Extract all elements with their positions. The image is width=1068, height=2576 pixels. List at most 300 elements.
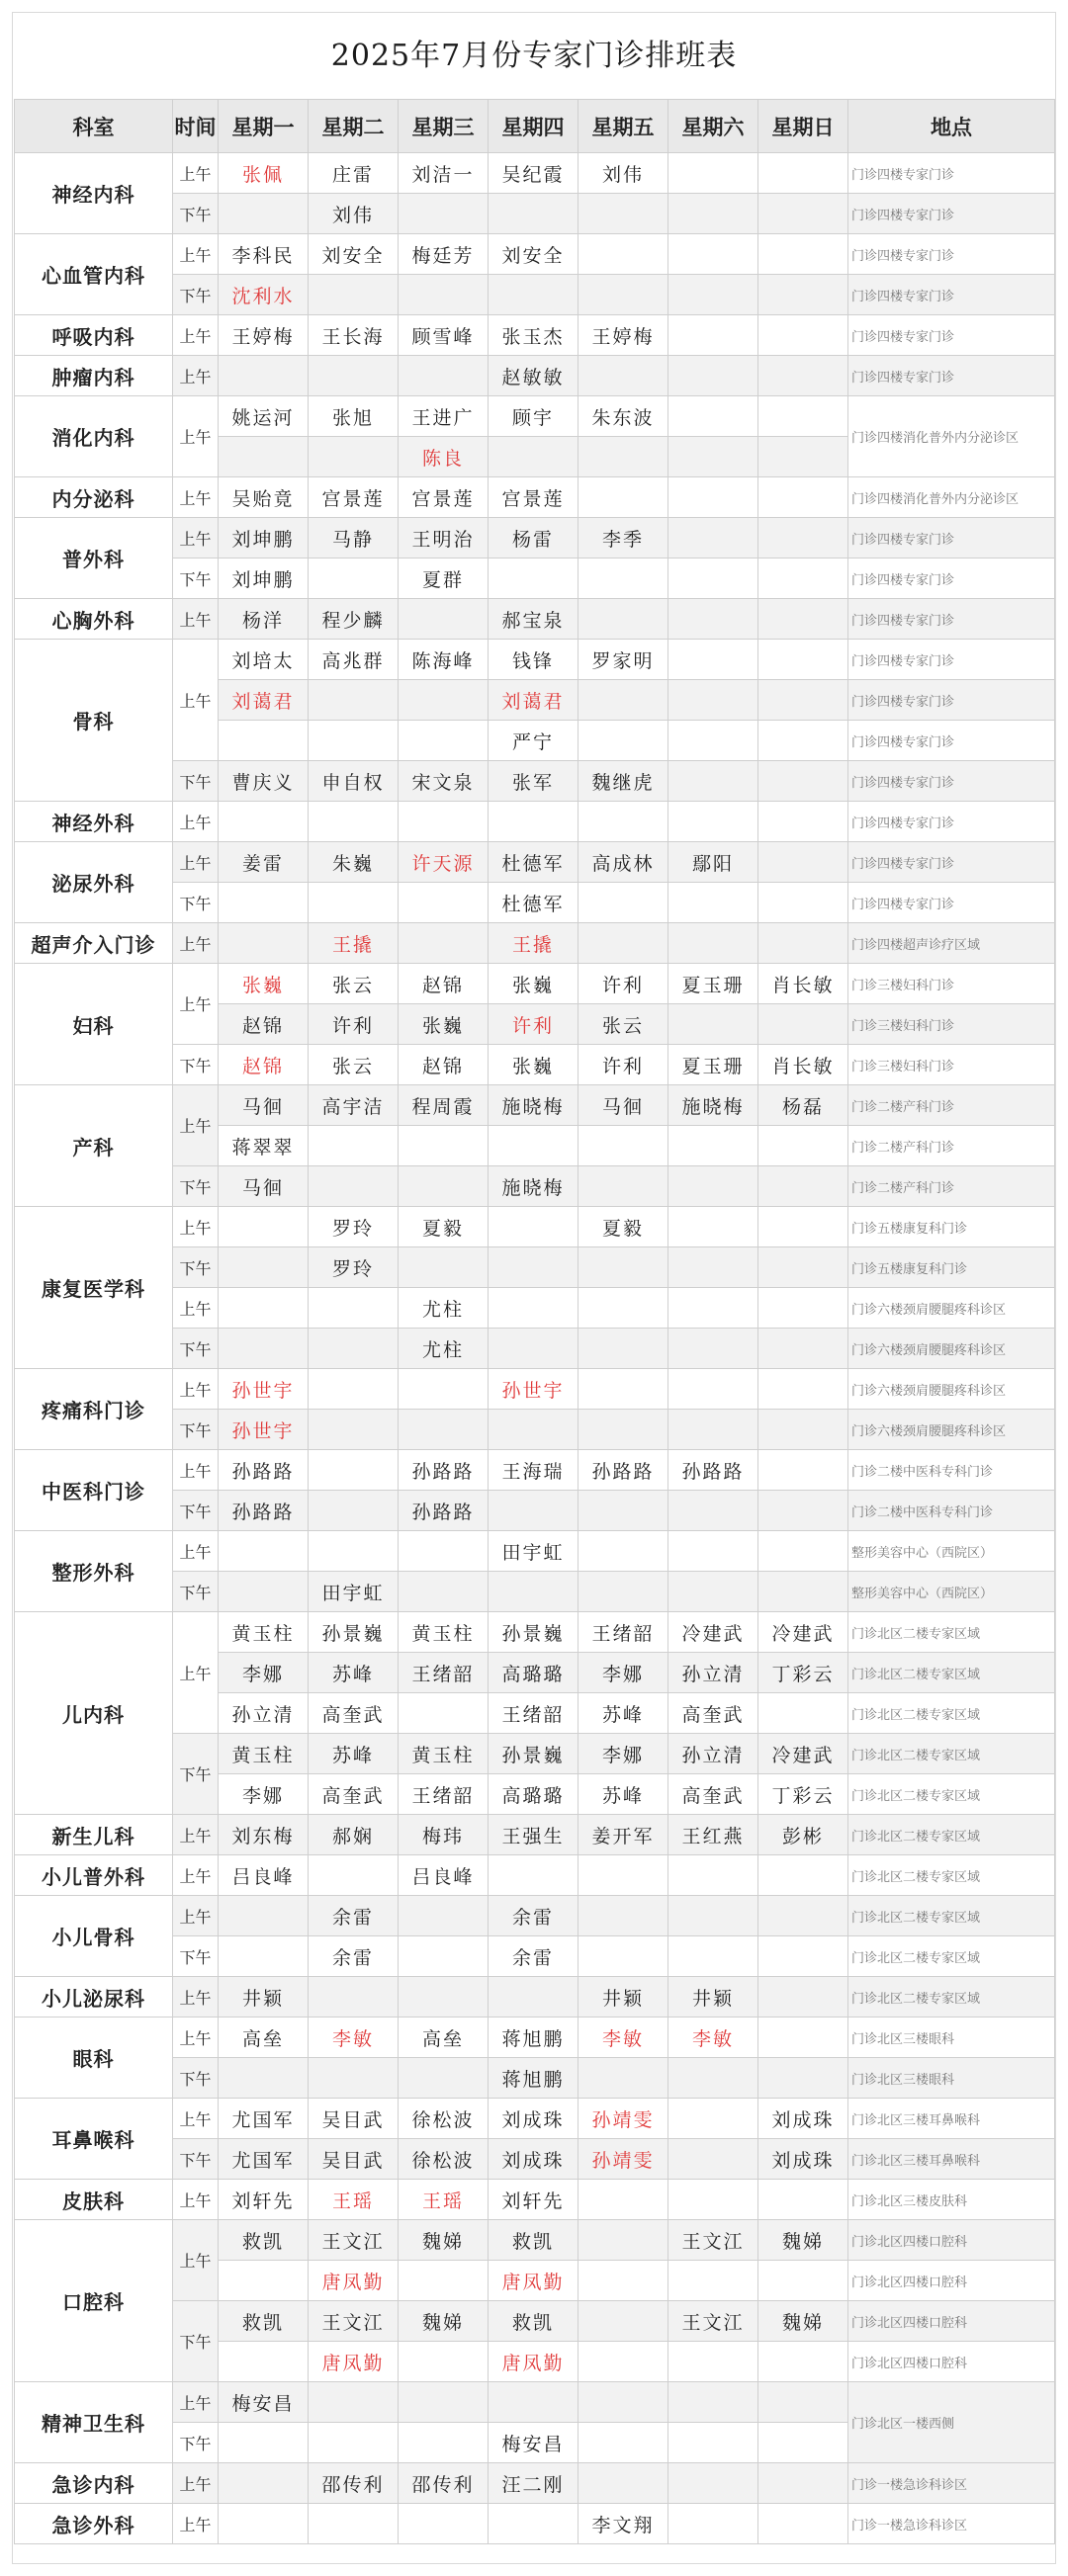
doctor-cell: 施晓梅 (489, 1166, 578, 1207)
doctor-cell: 尤国军 (219, 2139, 309, 2180)
location-cell: 门诊北区三楼眼科 (848, 2018, 1055, 2058)
location-cell: 门诊四楼专家门诊 (848, 640, 1055, 680)
doctor-cell: 罗家明 (578, 640, 668, 680)
doctor-cell: 郝宝泉 (489, 599, 578, 640)
doctor-cell (399, 1693, 489, 1734)
location-cell: 整形美容中心（西院区） (848, 1531, 1055, 1572)
header-time: 时间 (173, 100, 219, 153)
doctor-cell (309, 1166, 399, 1207)
department-cell: 肿瘤内科 (15, 356, 173, 396)
doctor-cell (578, 721, 668, 761)
doctor-cell (578, 2261, 668, 2301)
doctor-cell (758, 1693, 848, 1734)
doctor-cell: 高奎武 (309, 1774, 399, 1815)
doctor-cell (489, 1126, 578, 1166)
doctor-cell: 救凯 (489, 2220, 578, 2261)
doctor-cell: 唐凤勤 (489, 2261, 578, 2301)
doctor-cell (309, 1369, 399, 1410)
table-row (15, 802, 1055, 842)
doctor-cell: 张云 (309, 964, 399, 1004)
doctor-cell (668, 2423, 758, 2463)
doctor-cell: 唐凤勤 (309, 2261, 399, 2301)
doctor-cell: 赵锦 (399, 964, 489, 1004)
doctor-cell: 刘伟 (309, 194, 399, 234)
doctor-cell: 刘伟 (578, 153, 668, 194)
header-sat: 星期六 (668, 100, 758, 153)
doctor-cell: 高奎武 (668, 1693, 758, 1734)
session-cell: 下午 (173, 1491, 219, 1531)
doctor-cell (668, 2382, 758, 2423)
doctor-cell (668, 1247, 758, 1288)
department-cell: 耳鼻喉科 (15, 2099, 173, 2180)
doctor-cell: 陈良 (399, 437, 489, 477)
doctor-cell (219, 1207, 309, 1247)
doctor-cell: 许利 (309, 1004, 399, 1045)
doctor-cell (578, 1247, 668, 1288)
doctor-cell (668, 1207, 758, 1247)
session-cell: 上午 (173, 1977, 219, 2018)
session-cell: 上午 (173, 1855, 219, 1896)
doctor-cell: 王文江 (309, 2301, 399, 2342)
department-cell: 康复医学科 (15, 1207, 173, 1369)
session-cell: 上午 (173, 2099, 219, 2139)
doctor-cell (399, 1531, 489, 1572)
doctor-cell: 魏继虎 (578, 761, 668, 802)
doctor-cell: 姚运河 (219, 396, 309, 437)
location-cell: 门诊四楼专家门诊 (848, 680, 1055, 721)
doctor-cell (758, 1288, 848, 1329)
location-cell: 门诊二楼产科门诊 (848, 1126, 1055, 1166)
doctor-cell (219, 1247, 309, 1288)
session-cell: 上午 (173, 1085, 219, 1166)
doctor-cell: 余雷 (309, 1936, 399, 1977)
doctor-cell: 孙靖雯 (578, 2139, 668, 2180)
table-row (15, 1612, 1055, 1653)
location-cell: 门诊一楼急诊科诊区 (848, 2504, 1055, 2544)
table-row (15, 1369, 1055, 1410)
session-cell: 上午 (173, 356, 219, 396)
location-cell: 门诊二楼中医科专科门诊 (848, 1450, 1055, 1491)
session-cell: 上午 (173, 1207, 219, 1247)
doctor-cell: 马徊 (578, 1085, 668, 1126)
doctor-cell: 井颖 (668, 1977, 758, 2018)
doctor-cell (489, 1410, 578, 1450)
doctor-cell (758, 1531, 848, 1572)
doctor-cell (578, 1491, 668, 1531)
doctor-cell: 王撬 (309, 923, 399, 964)
doctor-cell: 井颖 (219, 1977, 309, 2018)
doctor-cell: 李娜 (578, 1734, 668, 1774)
doctor-cell: 罗玲 (309, 1207, 399, 1247)
doctor-cell: 马徊 (219, 1166, 309, 1207)
table-row (15, 1855, 1055, 1896)
doctor-cell: 尤柱 (399, 1288, 489, 1329)
doctor-cell (758, 1166, 848, 1207)
doctor-cell (758, 1491, 848, 1531)
doctor-cell (219, 2261, 309, 2301)
doctor-cell: 郝娴 (309, 1815, 399, 1855)
doctor-cell: 高璐璐 (489, 1653, 578, 1693)
location-cell: 门诊四楼专家门诊 (848, 153, 1055, 194)
doctor-cell: 宫景莲 (309, 477, 399, 518)
doctor-cell (668, 721, 758, 761)
doctor-cell: 魏娣 (399, 2220, 489, 2261)
doctor-cell: 田宇虹 (489, 1531, 578, 1572)
table-row (15, 964, 1055, 1004)
doctor-cell: 鄢阳 (668, 842, 758, 883)
doctor-cell (668, 1410, 758, 1450)
doctor-cell (668, 275, 758, 315)
doctor-cell: 许利 (489, 1004, 578, 1045)
doctor-cell: 刘成珠 (758, 2099, 848, 2139)
doctor-cell (309, 2504, 399, 2544)
doctor-cell (758, 2423, 848, 2463)
doctor-cell (668, 1572, 758, 1612)
session-cell: 下午 (173, 1045, 219, 1085)
doctor-cell (489, 802, 578, 842)
doctor-cell: 朱东波 (578, 396, 668, 437)
location-cell: 门诊四楼专家门诊 (848, 356, 1055, 396)
location-cell: 门诊北区二楼专家区域 (848, 1653, 1055, 1693)
doctor-cell (668, 1329, 758, 1369)
session-cell: 下午 (173, 1410, 219, 1450)
session-cell: 下午 (173, 194, 219, 234)
doctor-cell (578, 1410, 668, 1450)
doctor-cell: 梅玮 (399, 1815, 489, 1855)
department-cell: 皮肤科 (15, 2180, 173, 2220)
department-cell: 儿内科 (15, 1612, 173, 1815)
doctor-cell (309, 356, 399, 396)
doctor-cell (399, 2423, 489, 2463)
location-cell: 门诊北区二楼专家区域 (848, 1693, 1055, 1734)
location-cell: 门诊北区三楼眼科 (848, 2058, 1055, 2099)
doctor-cell (399, 1977, 489, 2018)
doctor-cell: 马徊 (219, 1085, 309, 1126)
doctor-cell: 汪二刚 (489, 2463, 578, 2504)
header-tue: 星期二 (309, 100, 399, 153)
department-cell: 小儿骨科 (15, 1896, 173, 1977)
table-body (15, 153, 1055, 2544)
session-cell: 上午 (173, 234, 219, 275)
doctor-cell (758, 883, 848, 923)
doctor-cell: 李娜 (578, 1653, 668, 1693)
doctor-cell (309, 558, 399, 599)
location-cell: 门诊北区二楼专家区域 (848, 1815, 1055, 1855)
doctor-cell (489, 437, 578, 477)
doctor-cell: 尤柱 (399, 1329, 489, 1369)
department-cell: 超声介入门诊 (15, 923, 173, 964)
doctor-cell (758, 558, 848, 599)
doctor-cell (489, 2504, 578, 2544)
doctor-cell (668, 1491, 758, 1531)
doctor-cell (309, 2058, 399, 2099)
doctor-cell (489, 1491, 578, 1531)
doctor-cell: 王文江 (309, 2220, 399, 2261)
doctor-cell: 姜开军 (578, 1815, 668, 1855)
doctor-cell (578, 680, 668, 721)
table-row (15, 2382, 1055, 2423)
doctor-cell (219, 1531, 309, 1572)
doctor-cell (399, 2261, 489, 2301)
doctor-cell: 宫景莲 (399, 477, 489, 518)
doctor-cell: 梅廷芳 (399, 234, 489, 275)
doctor-cell: 夏玉珊 (668, 1045, 758, 1085)
location-cell: 整形美容中心（西院区） (848, 1572, 1055, 1612)
doctor-cell (758, 518, 848, 558)
doctor-cell: 许利 (578, 964, 668, 1004)
doctor-cell (489, 275, 578, 315)
table-row (15, 396, 1055, 437)
doctor-cell (758, 1004, 848, 1045)
doctor-cell (489, 1329, 578, 1369)
department-cell: 整形外科 (15, 1531, 173, 1612)
doctor-cell (399, 194, 489, 234)
location-cell: 门诊二楼中医科专科门诊 (848, 1491, 1055, 1531)
session-cell: 上午 (173, 923, 219, 964)
doctor-cell (578, 1369, 668, 1410)
doctor-cell (578, 1531, 668, 1572)
session-cell: 下午 (173, 1329, 219, 1369)
doctor-cell: 李娜 (219, 1653, 309, 1693)
doctor-cell (399, 802, 489, 842)
doctor-cell (668, 558, 758, 599)
department-cell: 妇科 (15, 964, 173, 1085)
doctor-cell: 刘坤鹏 (219, 518, 309, 558)
session-cell: 上午 (173, 2220, 219, 2301)
doctor-cell: 宫景莲 (489, 477, 578, 518)
doctor-cell: 王进广 (399, 396, 489, 437)
doctor-cell: 马静 (309, 518, 399, 558)
doctor-cell (578, 234, 668, 275)
table-row (15, 1815, 1055, 1855)
doctor-cell (578, 923, 668, 964)
doctor-cell (578, 2463, 668, 2504)
doctor-cell (309, 721, 399, 761)
doctor-cell (668, 1531, 758, 1572)
session-cell: 下午 (173, 1734, 219, 1815)
location-cell: 门诊北区二楼专家区域 (848, 1612, 1055, 1653)
location-cell: 门诊北区二楼专家区域 (848, 1734, 1055, 1774)
location-cell: 门诊六楼颈肩腰腿疼科诊区 (848, 1369, 1055, 1410)
doctor-cell: 王绪韶 (489, 1693, 578, 1734)
doctor-cell (758, 356, 848, 396)
doctor-cell (399, 1896, 489, 1936)
doctor-cell (758, 275, 848, 315)
doctor-cell (758, 1126, 848, 1166)
doctor-cell: 庄雷 (309, 153, 399, 194)
doctor-cell (399, 2504, 489, 2544)
doctor-cell (219, 1896, 309, 1936)
doctor-cell: 救凯 (489, 2301, 578, 2342)
session-cell: 下午 (173, 761, 219, 802)
table-row (15, 599, 1055, 640)
table-row (15, 356, 1055, 396)
doctor-cell (668, 1288, 758, 1329)
department-cell: 神经外科 (15, 802, 173, 842)
doctor-cell (309, 680, 399, 721)
doctor-cell (668, 2504, 758, 2544)
doctor-cell (309, 1531, 399, 1572)
doctor-cell (219, 883, 309, 923)
location-cell: 门诊四楼专家门诊 (848, 842, 1055, 883)
location-cell: 门诊三楼妇科门诊 (848, 1045, 1055, 1085)
session-cell: 上午 (173, 518, 219, 558)
location-cell: 门诊四楼专家门诊 (848, 194, 1055, 234)
doctor-cell (668, 1166, 758, 1207)
department-cell: 心胸外科 (15, 599, 173, 640)
doctor-cell: 王瑶 (399, 2180, 489, 2220)
doctor-cell: 杨雷 (489, 518, 578, 558)
doctor-cell (758, 640, 848, 680)
location-cell: 门诊二楼产科门诊 (848, 1166, 1055, 1207)
doctor-cell (309, 1329, 399, 1369)
doctor-cell (219, 1329, 309, 1369)
doctor-cell (668, 1896, 758, 1936)
location-cell: 门诊北区四楼口腔科 (848, 2342, 1055, 2382)
doctor-cell: 许利 (578, 1045, 668, 1085)
doctor-cell: 刘成珠 (489, 2099, 578, 2139)
doctor-cell (309, 1126, 399, 1166)
doctor-cell: 孙世宇 (219, 1369, 309, 1410)
doctor-cell: 刘坤鹏 (219, 558, 309, 599)
doctor-cell: 苏峰 (578, 1774, 668, 1815)
doctor-cell: 高兆群 (309, 640, 399, 680)
location-cell: 门诊北区三楼耳鼻喉科 (848, 2099, 1055, 2139)
doctor-cell: 余雷 (489, 1896, 578, 1936)
department-cell: 小儿泌尿科 (15, 1977, 173, 2018)
table-row (15, 2220, 1055, 2261)
session-cell: 上午 (173, 1288, 219, 1329)
doctor-cell (578, 477, 668, 518)
doctor-cell (309, 1977, 399, 2018)
table-row (15, 2018, 1055, 2058)
table-row (15, 153, 1055, 194)
department-cell: 疼痛科门诊 (15, 1369, 173, 1450)
doctor-cell (758, 315, 848, 356)
doctor-cell: 王婷梅 (219, 315, 309, 356)
doctor-cell (309, 1410, 399, 1450)
header-sun: 星期日 (758, 100, 848, 153)
doctor-cell (668, 194, 758, 234)
doctor-cell: 张巍 (489, 964, 578, 1004)
doctor-cell (309, 802, 399, 842)
doctor-cell (758, 2382, 848, 2423)
doctor-cell (758, 1977, 848, 2018)
doctor-cell (668, 153, 758, 194)
location-cell: 门诊北区二楼专家区域 (848, 1936, 1055, 1977)
doctor-cell: 宋文泉 (399, 761, 489, 802)
session-cell: 上午 (173, 599, 219, 640)
doctor-cell (578, 2382, 668, 2423)
doctor-cell: 高璐璐 (489, 1774, 578, 1815)
doctor-cell: 杜德军 (489, 842, 578, 883)
location-cell: 门诊一楼急诊科诊区 (848, 2463, 1055, 2504)
doctor-cell: 救凯 (219, 2301, 309, 2342)
doctor-cell: 肖长敏 (758, 1045, 848, 1085)
doctor-cell: 刘培太 (219, 640, 309, 680)
doctor-cell (399, 1936, 489, 1977)
doctor-cell (668, 2058, 758, 2099)
doctor-cell: 顾雪峰 (399, 315, 489, 356)
session-cell: 上午 (173, 396, 219, 477)
doctor-cell (758, 2261, 848, 2301)
doctor-cell (668, 315, 758, 356)
doctor-cell (758, 1855, 848, 1896)
table-row (15, 640, 1055, 680)
doctor-cell: 蒋旭鹏 (489, 2018, 578, 2058)
doctor-cell: 孙景巍 (489, 1612, 578, 1653)
doctor-cell (578, 599, 668, 640)
doctor-cell (399, 1410, 489, 1450)
doctor-cell: 李敏 (309, 2018, 399, 2058)
doctor-cell: 夏毅 (399, 1207, 489, 1247)
department-cell: 内分泌科 (15, 477, 173, 518)
session-cell: 上午 (173, 640, 219, 761)
department-cell: 消化内科 (15, 396, 173, 477)
doctor-cell (758, 477, 848, 518)
location-cell: 门诊四楼专家门诊 (848, 558, 1055, 599)
doctor-cell: 王撬 (489, 923, 578, 964)
department-cell: 口腔科 (15, 2220, 173, 2382)
session-cell: 上午 (173, 802, 219, 842)
doctor-cell: 王婷梅 (578, 315, 668, 356)
doctor-cell (399, 1126, 489, 1166)
doctor-cell (758, 1410, 848, 1450)
doctor-cell (668, 437, 758, 477)
session-cell: 下午 (173, 558, 219, 599)
location-cell: 门诊六楼颈肩腰腿疼科诊区 (848, 1329, 1055, 1369)
doctor-cell: 张玉杰 (489, 315, 578, 356)
doctor-cell: 罗玲 (309, 1247, 399, 1288)
doctor-cell (668, 802, 758, 842)
doctor-cell: 张军 (489, 761, 578, 802)
doctor-cell: 黄玉柱 (219, 1734, 309, 1774)
doctor-cell: 杜德军 (489, 883, 578, 923)
doctor-cell (489, 1977, 578, 2018)
doctor-cell: 孙路路 (668, 1450, 758, 1491)
doctor-cell (219, 356, 309, 396)
doctor-cell: 沈利水 (219, 275, 309, 315)
header-mon: 星期一 (219, 100, 309, 153)
doctor-cell (668, 1369, 758, 1410)
doctor-cell: 赵敏敏 (489, 356, 578, 396)
header-wed: 星期三 (399, 100, 489, 153)
doctor-cell: 姜雷 (219, 842, 309, 883)
doctor-cell (399, 2342, 489, 2382)
doctor-cell: 张巍 (399, 1004, 489, 1045)
doctor-cell: 救凯 (219, 2220, 309, 2261)
doctor-cell (758, 721, 848, 761)
department-cell: 泌尿外科 (15, 842, 173, 923)
doctor-cell: 张云 (309, 1045, 399, 1085)
location-cell: 门诊四楼专家门诊 (848, 883, 1055, 923)
doctor-cell: 高宇洁 (309, 1085, 399, 1126)
header-location: 地点 (848, 100, 1055, 153)
doctor-cell: 高垒 (399, 2018, 489, 2058)
doctor-cell: 高垒 (219, 2018, 309, 2058)
doctor-cell (309, 1288, 399, 1329)
doctor-cell (758, 396, 848, 437)
doctor-cell: 严宁 (489, 721, 578, 761)
doctor-cell (758, 2504, 848, 2544)
doctor-cell (668, 2180, 758, 2220)
session-cell: 上午 (173, 2180, 219, 2220)
table-row (15, 2180, 1055, 2220)
table-row (15, 1207, 1055, 1247)
doctor-cell (578, 558, 668, 599)
doctor-cell (399, 2058, 489, 2099)
doctor-cell: 高奎武 (668, 1774, 758, 1815)
